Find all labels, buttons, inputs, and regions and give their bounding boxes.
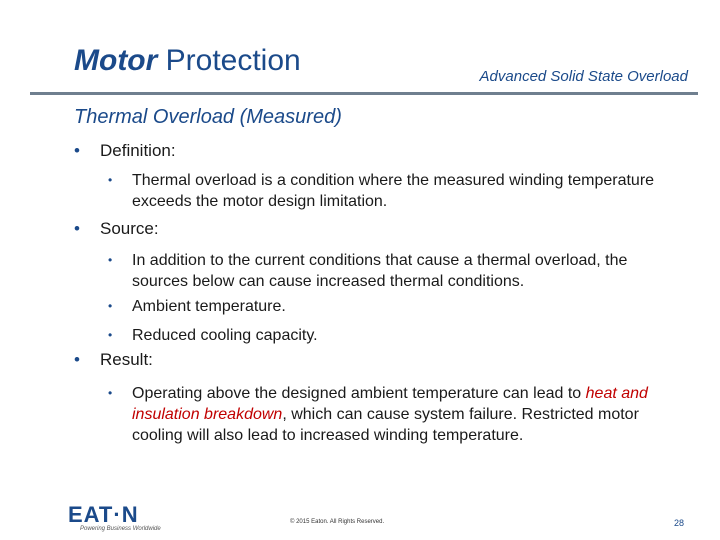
slide-title xyxy=(74,46,301,76)
bullet-heading: Source: xyxy=(100,219,159,238)
bullet-heading: Result: xyxy=(100,350,153,369)
sub-bullet-icon: • xyxy=(108,253,113,267)
bullet-result xyxy=(74,350,153,370)
page-number: 28 xyxy=(673,518,684,528)
bullet-icon: • xyxy=(74,219,80,238)
section-title: Thermal Overload (Measured) xyxy=(74,106,342,128)
sub-bullet xyxy=(108,296,678,317)
sub-bullet-text: In addition to the current conditions that cause a thermal overload, the sources below can cause increased thermal conditions. xyxy=(132,252,628,290)
sub-bullet-icon: • xyxy=(108,386,113,400)
sub-bullet xyxy=(108,250,678,292)
sub-bullet xyxy=(108,170,678,212)
sub-bullet-icon: • xyxy=(108,328,113,342)
sub-bullet-icon: • xyxy=(108,299,113,313)
slide-title-bold: Motor xyxy=(74,44,158,77)
slide-subtitle: Advanced Solid State Overload xyxy=(479,68,688,85)
bullet-definition xyxy=(74,141,176,161)
sub-bullet-text: Ambient temperature. xyxy=(132,298,286,315)
sub-bullet xyxy=(108,325,678,346)
sub-bullet-text: Thermal overload is a condition where the measured winding temperature exceeds the motor design limitation. xyxy=(132,172,655,210)
sub-bullet-icon: • xyxy=(108,173,113,187)
slide-title-rest: Protection xyxy=(157,44,301,77)
result-highlight: heat and insulation breakdown xyxy=(132,385,648,423)
sub-bullet-text xyxy=(132,383,678,446)
header-divider xyxy=(30,92,698,95)
bullet-icon: • xyxy=(74,350,80,369)
bullet-heading: Definition: xyxy=(100,141,176,160)
bullet-source xyxy=(74,219,159,239)
logo-tagline: Powering Business Worldwide xyxy=(80,526,161,532)
result-text-after: , which can cause system failure. Restricted motor cooling will also lead to increased winding temperature. xyxy=(132,406,639,444)
result-text-before: Operating above the designed ambient temperature can lead to xyxy=(132,385,586,402)
bullet-icon: • xyxy=(74,141,80,160)
copyright-footer: © 2015 Eaton. All Rights Reserved. xyxy=(290,519,385,525)
sub-bullet-text: Reduced cooling capacity. xyxy=(132,327,318,344)
sub-bullet xyxy=(108,383,678,446)
logo-wordmark: EAT·N xyxy=(68,502,139,527)
eaton-logo xyxy=(68,502,161,533)
